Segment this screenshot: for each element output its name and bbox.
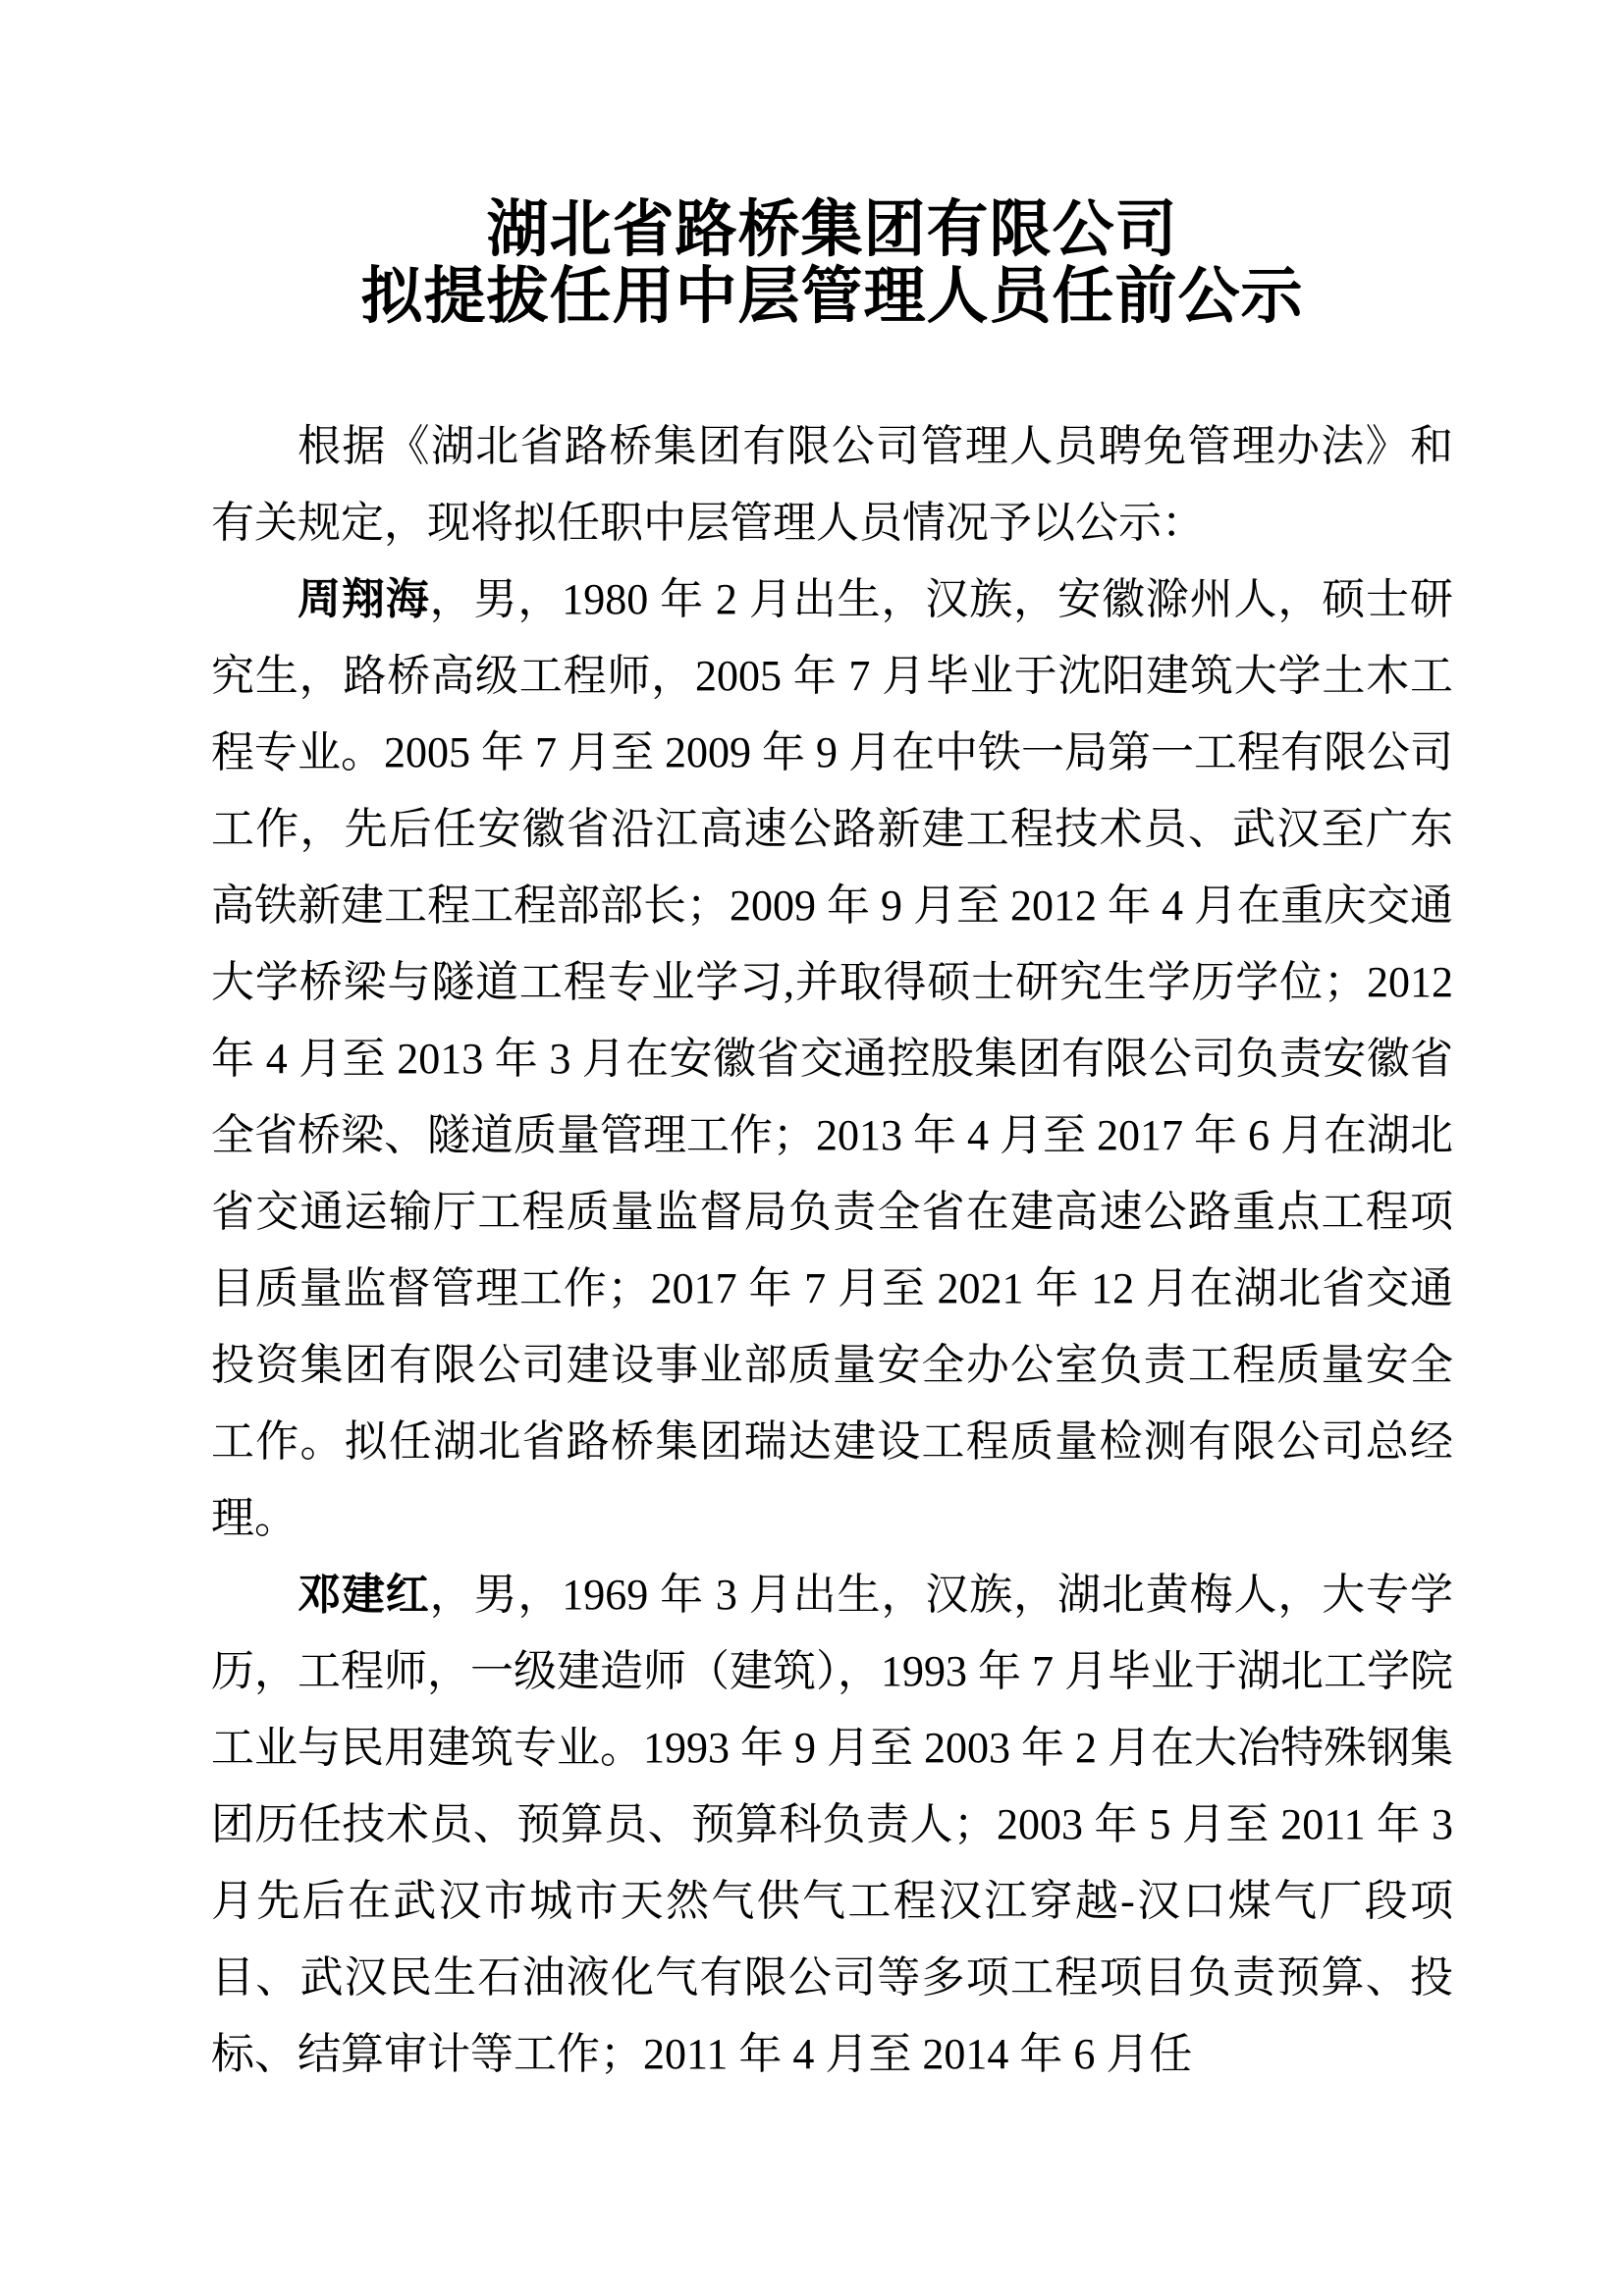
intro-paragraph: 根据《湖北省路桥集团有限公司管理人员聘免管理办法》和有关规定，现将拟任职中层管理人员情况予以公示： (211, 422, 1453, 547)
title-line-2: 拟提拔任用中层管理人员任前公示 (360, 262, 1304, 331)
title-line-1: 湖北省路桥集团有限公司 (486, 195, 1178, 264)
person-name-2: 邓建红 (298, 1571, 430, 1619)
person-bio-2: ，男，1969 年 3 月出生，汉族，湖北黄梅人，大专学历，工程师，一级建造师（建筑），1993 年 7 月毕业于湖北工学院工业与民用建筑专业。1993 年 9 月至 2003 年 2 月在大冶特殊钢集团历任技术员、预算员、预算科负责人；2003 年 5 月至 2011 年 3 月先后在武汉市城市天然气供气工程汉江穿越-汉口煤气厂段项目、武汉民生石油液化气有限公司等多项工程项目负责预算、投标、结算审计等工作；2011 年 4 月至 2014 年 6 月任 (211, 1571, 1453, 2078)
document-body (211, 408, 1453, 2093)
person-bio-1: ，男，1980 年 2 月出生，汉族，安徽滁州人，硕士研究生，路桥高级工程师，2005 年 7 月毕业于沈阳建筑大学土木工程专业。2005 年 7 月至 2009 年 9 月在中铁一局第一工程有限公司工作，先后任安徽省沿江高速公路新建工程技术员、武汉至广东高铁新建工程工程部部长；2009 年 9 月至 2012 年 4 月在重庆交通大学桥梁与隧道工程专业学习,并取得硕士研究生学历学位；2012 年 4 月至 2013 年 3 月在安徽省交通控股集团有限公司负责安徽省全省桥梁、隧道质量管理工作；2013 年 4 月至 2017 年 6 月在湖北省交通运输厅工程质量监督局负责全省在建高速公路重点工程项目质量监督管理工作；2017 年 7 月至 2021 年 12 月在湖北省交通投资集团有限公司建设事业部质量安全办公室负责工程质量安全工作。拟任湖北省路桥集团瑞达建设工程质量检测有限公司总经理。 (211, 575, 1453, 1542)
person-name-1: 周翔海 (298, 575, 430, 623)
profile-paragraph-1 (211, 561, 1453, 1557)
profile-paragraph-2 (211, 1557, 1453, 2093)
document-title (211, 196, 1453, 330)
